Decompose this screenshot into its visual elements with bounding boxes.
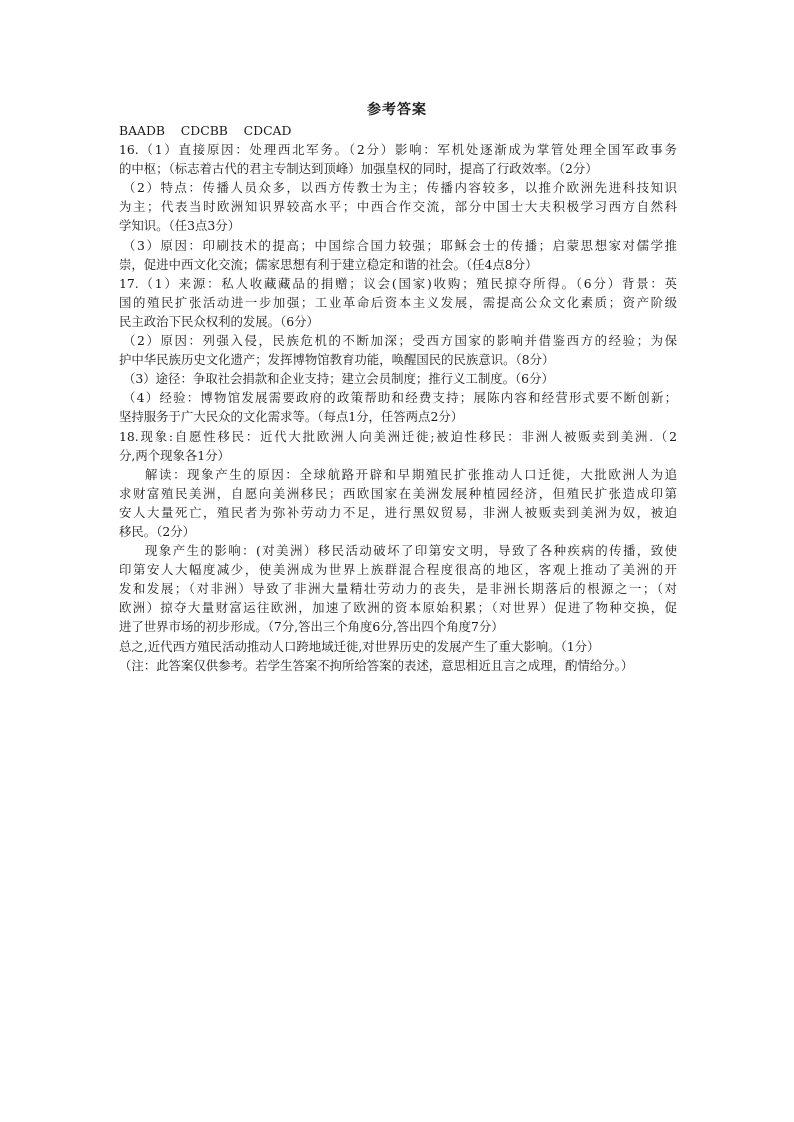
answer-line: （2）特点：传播人员众多，以西方传教士为主；传播内容较多，以推介欧洲先进科技知识 — [123, 180, 677, 196]
answer-line: 移民。（2分） — [119, 523, 196, 539]
answer-line: 坚持服务于广大民众的文化需求等。（每点1分，任答两点2分） — [119, 409, 464, 425]
answer-line: BAADB CDCBB CDCAD — [119, 123, 292, 138]
answer-line: 18.现象:自愿性移民：近代大批欧洲人向美洲迁徙;被迫性移民：非洲人被贩卖到美洲.（2 — [119, 428, 677, 444]
answer-line: 印第安人大幅度减少，使美洲成为世界上族群混合程度很高的地区，客观上推动了美洲的开 — [119, 562, 677, 578]
answer-line: 16.（1）直接原因：处理西北军务。（2分）影响：军机处逐渐成为掌管处理全国军政事务 — [119, 142, 677, 158]
answer-line: 欧洲）掠夺大量财富运往欧洲，加速了欧洲的资本原始积累；（对世界）促进了物种交换，促 — [119, 600, 677, 616]
answer-line: 崇，促进中西文化交流；儒家思想有利于建立稳定和谐的社会。（任4点8分） — [119, 256, 538, 272]
answer-line: 民主政治下民众权利的发展。（6分） — [119, 313, 319, 329]
answer-body — [119, 121, 677, 675]
answer-line: 的中枢；（标志着古代的君主专制达到顶峰）加强皇权的同时，提高了行政效率。（2分） — [119, 161, 598, 177]
answer-line: （2）原因：列强入侵，民族危机的不断加深；受西方国家的影响并借鉴西方的经验；为保 — [123, 333, 677, 349]
answer-line: 进了世界市场的初步形成。（7分,答出三个角度6分,答出四个角度7分） — [119, 619, 504, 635]
answer-line: 国的殖民扩张活动进一步加强；工业革命后资本主义发展，需提高公众文化素质；资产阶级 — [119, 294, 677, 310]
answer-line: 解读：现象产生的原因：全球航路开辟和早期殖民扩张推动人口迁徙，大批欧洲人为追 — [145, 466, 677, 482]
answer-line: 现象产生的影响：(对美洲）移民活动破坏了印第安文明，导致了各种疾病的传播，致使 — [145, 543, 677, 559]
answer-line: 学知识。（任3点3分） — [119, 218, 241, 234]
answer-line: 分,两个现象各1分） — [119, 447, 230, 463]
page-title: 参考答案 — [367, 102, 427, 118]
answer-line: 护中华民族历史文化遗产；发挥博物馆教育功能，唤醒国民的民族意识。（8分） — [119, 352, 555, 368]
answer-line: （4）经验：博物馆发展需要政府的政策帮助和经费支持；展陈内容和经营形式要不断创新； — [123, 390, 677, 406]
answer-line: （3）原因：印刷技术的提高；中国综合国力较强；耶稣会士的传播；启蒙思想家对儒学推 — [123, 237, 677, 253]
answer-line: 17.（1）来源：私人收藏藏品的捐赠；议会(国家)收购；殖民掠夺所得。（6分）背景：英 — [119, 275, 677, 291]
answer-line: 总之,近代西方殖民活动推动人口跨地域迁徙,对世界历史的发展产生了重大影响。（1分） — [119, 638, 600, 654]
answer-line: 为主；代表当时欧洲知识界较高水平；中西合作交流，部分中国士大夫积极学习西方自然科 — [119, 199, 677, 215]
answer-line: （注：此答案仅供参考。若学生答案不拘所给答案的表述，意思相近且言之成理，酌情给分。） — [119, 657, 634, 673]
answer-line: 求财富殖民美洲，自愿向美洲移民；西欧国家在美洲发展种植园经济，但殖民扩张造成印第 — [119, 485, 677, 501]
answer-line: 安人大量死亡，殖民者为弥补劳动力不足，进行黑奴贸易，非洲人被贩卖到美洲为奴，被迫 — [119, 504, 677, 520]
answer-line: 发和发展；（对非洲）导致了非洲大量精壮劳动力的丧失，是非洲长期落后的根源之一；（对 — [119, 581, 677, 597]
answer-line: （3）途径：争取社会捐款和企业支持；建立会员制度；推行义工制度。（6分） — [123, 371, 554, 387]
